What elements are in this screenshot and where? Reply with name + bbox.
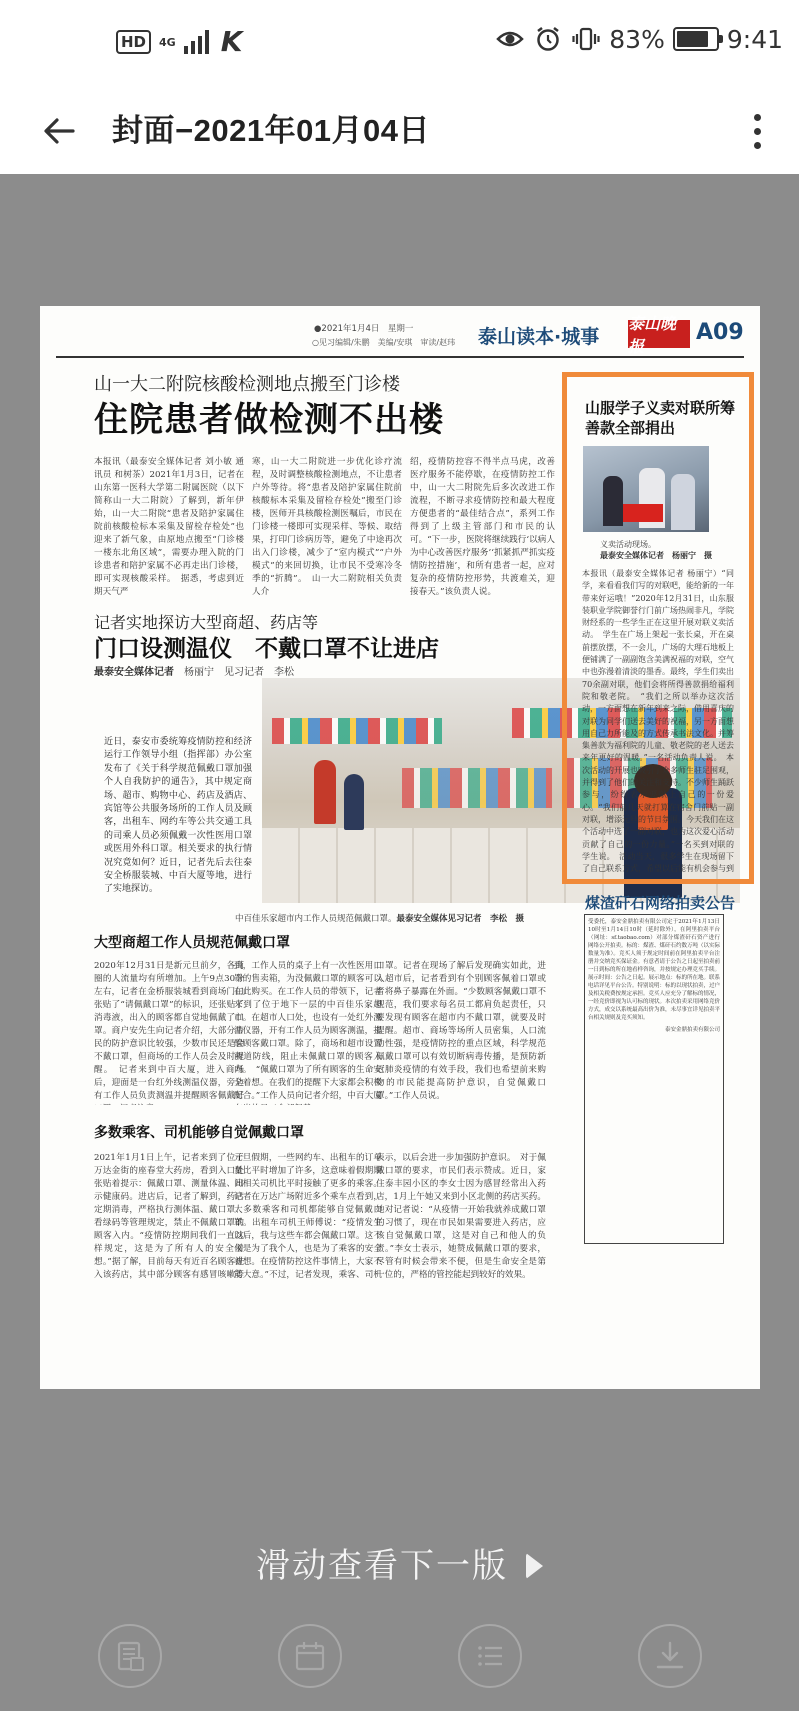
ad-body: 受委托，泰安金鼎拍卖有限公司定于2021年1月13日10时至1月14日10时（延时除外），在阿里拍卖平台（网址：sf.taobao.com）对部分煤渣矸石资产进行网络公开拍卖。标的：煤渣、煤矸石约数万吨（以实际数量为准）。竞买人须于规定时间前在阿里拍卖平台注册并交纳竞买保证金。有意者请于公告之日起至拍卖前一日到标的所在地看样咨询，并按规定办理竞买手续。展示时间：公告之日起。展示地点：标的所在地。联系电话详见平台公告。特别说明：标的以现状拍卖，过户及相关税费按规定承担。竞买人应充分了解标的情况，一经竞价即视为认可标的现状。本次拍卖采用网络竞价方式，成交以系统最高出价为准，未尽事宜详见拍卖平台相关规则及竞买须知。: [588, 919, 721, 1021]
ad-title: 煤渣矸石网络拍卖公告: [585, 894, 736, 912]
article1-subtitle: 山一大二附院核酸检测地点搬至门诊楼: [94, 374, 400, 395]
article1-title: 住院患者做检测不出楼: [94, 400, 444, 440]
ad-footer: 泰安金鼎拍卖有限公司: [664, 1027, 720, 1033]
newspaper-logo: 泰山晚报: [628, 320, 690, 348]
status-left: [116, 25, 243, 58]
battery-percent: 83%: [609, 24, 665, 54]
page-title: 封面−2021年01月04日: [112, 113, 431, 148]
article1-col3: 绍，疫情防控容不得半点马虎，改善医疗服务不能停歇，在疫情防控工作中，山一大二附院先后多次改进工作流程，不断寻求疫情防控和最大程度方便患者的“最佳结合点”，系列工作得到了上级主管部门和市民的认可。“下一步，医院将继续践行‘以病人为中心改善医疗服务’‘抓紧抓严抓实疫情防控措施’，和所有患者一起，应对复杂的疫情防控形势，共渡难关，迎接春天。”该负责人说。: [410, 457, 555, 596]
masthead-date: ●2021年1月4日 星期一: [314, 324, 414, 334]
newspaper-page[interactable]: [40, 306, 760, 1389]
sidebar-photo: [583, 446, 709, 532]
signal-icon: [184, 30, 209, 54]
masthead-editors: ○见习编辑/朱鹏 美编/安琪 审读/赵玮: [312, 338, 456, 347]
play-arrow-icon: [526, 1553, 543, 1579]
alarm-icon: [533, 24, 563, 54]
sidebar-caption-line1: 义卖活动现场。: [600, 540, 656, 549]
sidebar-photo-caption: [600, 539, 712, 561]
catalog-list-icon: [473, 1639, 507, 1673]
byline-names: 杨丽宁 见习记者 李松: [184, 667, 294, 678]
more-dot-icon: [754, 114, 761, 121]
section2-head: 多数乘客、司机能够自觉佩戴口罩: [94, 1125, 304, 1141]
sidebar-caption-line2: 最泰安全媒体记者 杨丽宁 摄: [600, 551, 712, 560]
masthead-section: 泰山读本·城事: [478, 326, 600, 348]
article2-subtitle: 记者实地探访大型商超、药店等: [94, 613, 319, 632]
sidebar-body: 本报讯（最泰安全媒体记者 杨丽宁）“同学，来看看我们写的对联吧，能给新的一年带来好运哦！”2020年12月31日，山东服装职业学院御誉行门前广场热闹非凡，学院财经系的一些学生正在这里开展对联义卖活动。 学生在广场上架起一张长桌，开在桌前摆放摆，不一会儿，广场的大理石地板上便铺满了一副副饱含美满祝福的对联，空气中也弥漫着清淡的墨香。最终，学生们卖出70余副对联，他们会将所得善款捐给福利院和敬老院。 “我们之所以举办这次活动，一方面想在新年到来之际，借用喜庆的对联为同学们送去美好的祝福，另一方面想用自己力所能及的方式传承书法文化。并筹集善款为福利院的儿童、敬老院的老人送去来年更好的温暖。”一名活动负责人说。 本次活动的开展也吸引了众多师生驻足围观，并得到了他们的关注和支持。不少师生踊跃参与，纷纷表示要献上自己的一份爱心。“我们前几天就打算在宿舍门前贴一副对联，增添元旦的节日氛围。今天我们在这个活动中选了一副对联，也为这次爱心活动贡献了自己的一份力量。”一名买到对联的学生说。 活动当天，很多学生在现场留下了自己联系方式，希望以后能有机会参与到: [582, 569, 734, 873]
bottom-toolbar: [0, 1612, 799, 1711]
next-page-button[interactable]: [0, 1538, 799, 1587]
catalog-button[interactable]: [458, 1624, 522, 1688]
download-button[interactable]: [638, 1624, 702, 1688]
photo-caption: [235, 912, 524, 924]
article1-col1: 本报讯（最泰安全媒体记者 刘小敏 通讯员 和树茶）2021年1月3日，记者在山东第一医科大学第二附属医院（以下简称山一大二附院）了解到，新年伊始，山一大二附院“患者及陪护家属住院前核酸检标本采集及留检存检处”也迎来了新气象，由原地点搬至“门诊楼一楼东北角区域”，需要办理入院的门诊患者和陪护家属不必再走出门诊楼，即可实现核酸采样。 据悉，考虑到近期天气严: [94, 457, 244, 596]
byline-label: 最泰安全媒体记者: [94, 667, 174, 678]
more-options-button[interactable]: [737, 104, 777, 158]
calendar-button[interactable]: [278, 1624, 342, 1688]
back-arrow-icon: [42, 116, 76, 146]
article-list-button[interactable]: [98, 1624, 162, 1688]
back-button[interactable]: [34, 106, 84, 156]
status-right: [495, 24, 783, 54]
app-k-icon: K: [220, 25, 243, 58]
article2-title: 门口设测温仪 不戴口罩不让进店: [94, 636, 439, 662]
battery-icon: [673, 27, 719, 51]
calendar-icon: [293, 1639, 327, 1673]
sidebar-title: 山服学子义卖对联所筹善款全部捐出: [585, 399, 736, 437]
page-number: A09: [696, 320, 744, 345]
masthead: [56, 314, 744, 358]
more-dot-icon: [754, 142, 761, 149]
article1-col2: 寒，山一大二附院进一步优化诊疗流程，及时调整核酸检测地点，不让患者户外等待。将“患者及陪护家属住院前核酸标本采集及留检存检处”搬至门诊楼，医师开具核酸检测医嘱后，市民在门诊楼一楼即可实现采样、等候、取结果，打印门诊病历等，避免了中途再次出入门诊楼，减少了“室内模式”“户外模式”的来回切换，让市民不受寒冷冬季的“折腾”。 山一大二附院相关负责人介: [252, 457, 402, 596]
section2-col2: 元旦假期，一些网约车、出租车的订单量比平时增加了许多，这意味着假期期间相关司机比平时接触了更多的乘客。记者在万达广场附近多个乘车点看到，大多数乘客和司机都能够自觉佩戴口罩。出租车司机王师傅说：“疫情发生以后，我与这些车都会佩戴口罩。这不仅是为了我个人，也是为了乘客的安全着想。在疫情防控这件事情上，大家不能大意。”不过，记者发现，乘客、司机: [234, 1153, 382, 1280]
clock: 9:41: [726, 24, 783, 54]
photo-caption-credit: 最泰安全媒体见习记者 李松 摄: [396, 914, 525, 924]
download-icon: [653, 1639, 687, 1673]
hd-badge: HD: [116, 30, 151, 54]
status-bar: [0, 0, 799, 92]
eye-icon: [495, 24, 525, 54]
vibrate-icon: [571, 24, 601, 54]
app-bar: [0, 92, 799, 174]
photo-caption-text: 中百佳乐家超市内工作人员规范佩戴口罩。: [235, 914, 397, 924]
section1-col1: 2020年12月31日是新元旦前夕，各商圈的人流量均有所增加。上午9点30分左右，记者在金桥服装城看到商场门口张贴了“请佩戴口罩”的标识，还张贴了消毒液，出入的顾客都自觉地佩戴了口罩。商户安先生向记者介绍，大部分市民的防护意识比较强，少数市民还是会不戴口罩，但商场的工作人员会及时提醒。 记者来到中百大厦，进入商场后，迎面是一台红外线测温仪器，旁边有工作人员负责测温并提醒顾客佩戴好: [94, 961, 244, 1101]
section2-col1: 2021年1月1日上午，记者来到了位于万达金街的座春堂大药房，看到入口处张贴着提示：佩戴口罩、测量体温、出示健康码。进店后，记者了解到，药店定期消毒，严格执行测体温、戴口罩、看绿码等管理规定，禁止不佩戴口罩的顾客入内。“疫情防控期间我们一直这样规定，这是为了所有人的安全着想。”据了解，目前每天有近百名顾客进入该药店，其中部分顾客有感冒咳嗽等: [94, 1153, 244, 1280]
section2-col3: 表示，以后会进一步加强防护意识。 对于佩戴口罩的要求，市民们表示赞成。近日，家住泰丰园小区的李女士因为感冒经常出入药店，1月上午她又来到小区北侧的药店买药。她对记者说：“从疫情一开始我就养成戴口罩的习惯了，现在市民如果需要进入药店，应该自觉佩戴口罩，这是对自己和他人的负责。”李女士表示，她赞成佩戴口罩的要求，尽管有时候会带来不便，但是生命安全是第一位的，严格的管控能起到较好的效果。: [376, 1153, 546, 1280]
section1-col3: 口罩。记者在现场了解后发现确实如此，进入超市后，记者看到有个别顾客佩着口罩或者将鼻子暴露在外面。“少数顾客佩戴口罩不规范，我们要求每名员工都肩负起责任，只要发现有顾客在超市内不戴口罩，就要及时提醒。超市、商场等场所人员密集，人口流动性强，是疫情防控的重点区域，科学规范佩戴口罩可以有效切断病毒传播，是预防新冠肺炎疫情的有效手段，我们也希望前来购物的市民能提高防护意识，自觉佩戴口罩。”工作人员说。: [376, 961, 546, 1101]
more-dot-icon: [754, 128, 761, 135]
article-list-icon: [113, 1639, 147, 1673]
next-page-label: 滑动查看下一版: [256, 1546, 508, 1586]
article2-byline: [94, 663, 294, 678]
section1-head: 大型商超工作人员规范佩戴口罩: [94, 935, 290, 951]
ad-box: [584, 914, 724, 1244]
network-type: 4G: [159, 35, 176, 49]
section1-col2: 到，工作人员的桌子上有一次性医用口罩的售卖箱，为没佩戴口罩的顾客可以在此购买。在工作人员的带领下，记者来到了位于地下一层的中百佳乐家超市。在超市人口处，也设有一处红外测温仪器，开有工作人员为顾客测温，提醒顾客戴口罩。除了，商场和超市设置两道防线，阻止未佩戴口罩的顾客入内。 “佩戴口罩为了所有顾客的生命安全着想。在我们的提醒下大家都会积极配合。”工作人员向记者介绍，中百大厦: [234, 961, 382, 1101]
article2-lead: 近日，泰安市委统筹疫情防控和经济运行工作领导小组（指挥部）办公室发布了《关于科学规范佩戴口罩加强个人自我防护的通告》，其中规定商场、超市、购物中心、药店及酒店、宾馆等公共服务场所的工作人员及顾客，出租车、网约车等公共交通工具的司乘人员必须佩戴一次性医用口罩或医用外科口罩。相关要求的执行情况究竟如何？近日，记者先后去往泰安全桥服装城、中百大厦等地，进行了实地探访。: [104, 737, 252, 895]
